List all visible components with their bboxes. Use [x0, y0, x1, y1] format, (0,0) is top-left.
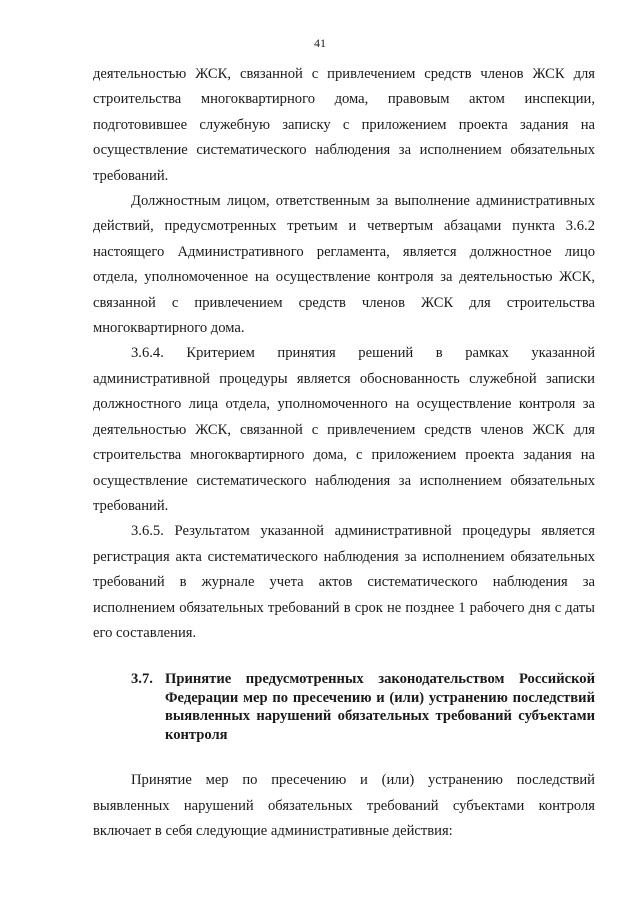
- paragraph-section-intro: Принятие мер по пресечению и (или) устранению последствий выявленных нарушений обязательных требований субъектами контроля включает в себя следующие административные действия:: [93, 772, 595, 840]
- section-title: Принятие предусмотренных законодательством Российской Федерации мер по пресечению и (или) устранению последствий выявленных нарушений обязательных требований субъектами контроля: [165, 671, 595, 743]
- section-heading-3-7: [131, 670, 595, 744]
- section-number: 3.7.: [131, 671, 153, 688]
- paragraph-continued: деятельностью ЖСК, связанной с привлечением средств членов ЖСК для строительства многоквартирного дома, правовым актом инспекции, подготовившее служебную записку с приложением проекта задания на осуществление систематического наблюдения за исполнением обязательных требований.: [93, 66, 595, 184]
- paragraph-responsible-official: Должностным лицом, ответственным за выполнение административных действий, предусмотренных третьим и четвертым абзацами пункта 3.6.2 настоящего Административного регламента, является должностное лицо отдела, уполномоченное на осуществление контроля за деятельностью ЖСК, связанной с привлечением средств членов ЖСК для строительства многоквартирного дома.: [93, 193, 595, 337]
- document-body: [93, 62, 595, 845]
- page-number: 41: [314, 36, 326, 50]
- paragraph-3-6-5: 3.6.5. Результатом указанной административной процедуры является регистрация акта систематического наблюдения за исполнением обязательных требований в журнале учета актов систематического наблюдения за исполнением обязательных требований в срок не позднее 1 рабочего дня с даты его составления.: [93, 523, 595, 641]
- paragraph-3-6-4: 3.6.4. Критерием принятия решений в рамках указанной административной процедуры является обоснованность служебной записки должностного лица отдела, уполномоченного на осуществление контроля за деятельностью ЖСК, связанной с привлечением средств членов ЖСК для строительства многоквартирного дома, с приложением проекта задания на осуществление систематического наблюдения за исполнением обязательных требований.: [93, 345, 595, 514]
